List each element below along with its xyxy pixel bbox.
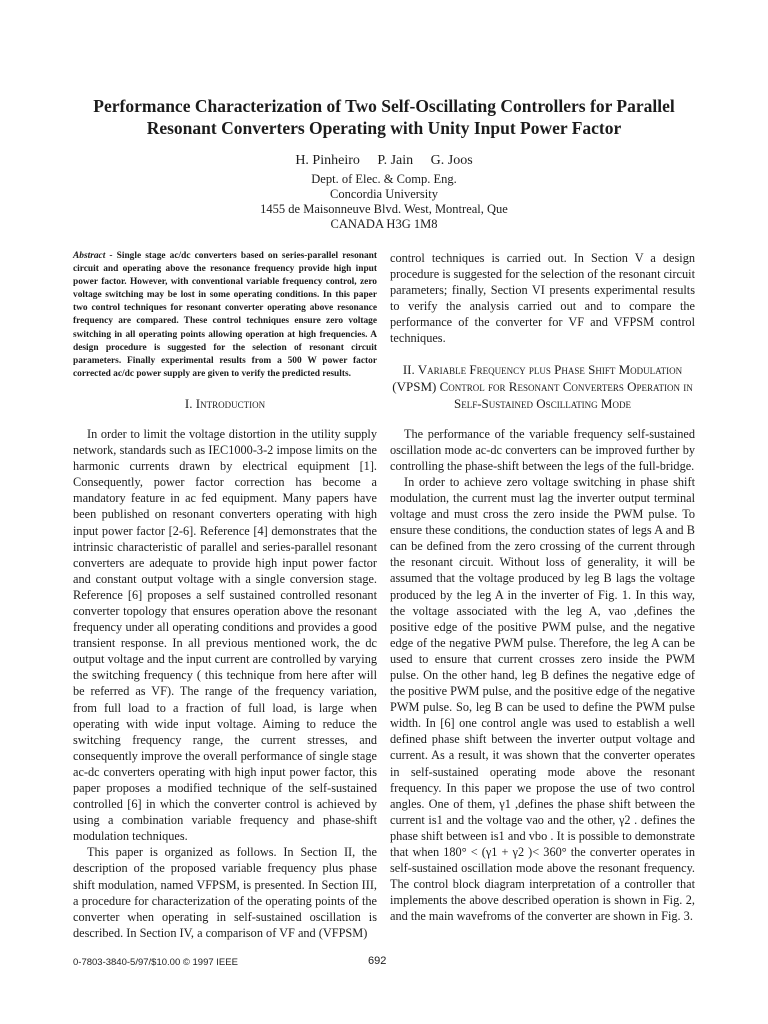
copyright-footer: 0-7803-3840-5/97/$10.00 © 1997 IEEE bbox=[73, 957, 238, 968]
section-2-paragraph-2: In order to achieve zero voltage switching in phase shift modulation, the current must lag the inverter output terminal voltage and must cross the zero inside the PWM pulse. To ensure these conditions, the conduction states of legs A and B can be defined from the zero crossing of the current through the resonant circuit. Without loss of generality, it will be assumed that the voltage produced by leg B lags the voltage produced by the leg A in the inverter of Fig. 1. In this way, the voltage associated with the leg A, vao ,defines the positive edge of the positive PWM pulse, and the negative edge of the negative PWM pulse. Therefore, the leg A can be used to ensure that current crosses zero inside the PWM pulse. On the other hand, leg B defines the negative edge of the positive PWM pulse, and the positive edge of the negative PWM pulse. So, leg B can be used to define the PWM pulse width. In [6] one control angle was used to establish a well defined phase shift between the inverter output voltage and current. As a result, it was shown that the converter operates in self-sustained operating mode above the resonant frequency. In this paper we propose the use of two control angles. One of them, γ1 ,defines the phase shift between the current is1 and the voltage vao and the other, γ2 . defines the phase shift between is1 and vbo . It is possible to demonstrate that when 180° < (γ1 + γ2 )< 360° the converter operates in self-sustained oscillation mode above the resonant frequency. The control block diagram interpretation of a controller that implements the above described operation is shown in Fig. 2, and the main wavefroms of the converter are shown in Fig. 3. bbox=[390, 474, 695, 924]
affiliation-address: 1455 de Maisonneuve Blvd. West, Montreal, Que bbox=[260, 202, 508, 216]
left-column bbox=[73, 250, 377, 941]
section-2-heading: II. Variable Frequency plus Phase Shift Modulation (VPSM) Control for Resonant Converters Operation in Self-Sustained Oscillating Mode bbox=[392, 361, 693, 411]
intro-paragraph-2: This paper is organized as follows. In Section II, the description of the proposed variable frequency plus phase shift modulation, named VFPSM, is presented. In Section III, a procedure for characterization of the operating points of the converter when operating in self-sustained oscillation is described. In Section IV, a comparison of VF and (VFPSM) bbox=[73, 845, 377, 940]
affiliation-university: Concordia University bbox=[330, 187, 438, 201]
affiliation-country: CANADA H3G 1M8 bbox=[330, 217, 438, 231]
page-number: 692 bbox=[368, 955, 387, 967]
abstract-text: - Single stage ac/dc converters based on series-parallel resonant circuit and operating above the resonance frequency provide high input power factor. However, with conventional variable frequency control, zero voltage switching may be lost in some operating conditions. In this paper two control techniques for resonant converter operating above resonance frequency are compared. These control techniques ensure zero voltage switching in all operating points allowing operation at high frequencies. A design procedure is suggested for the selection of resonant circuit parameters. Finally experimental results from a 500 W power factor corrected ac/dc power supply are given to verify the predicted results. bbox=[73, 251, 377, 379]
abstract-lead: Abstract bbox=[73, 251, 106, 261]
affiliation-block bbox=[0, 172, 768, 232]
abstract bbox=[73, 250, 377, 381]
affiliation-dept: Dept. of Elec. & Comp. Eng. bbox=[311, 172, 457, 186]
intro-paragraph-1: In order to limit the voltage distortion in the utility supply network, standards such as IEC1000-3-2 impose limits on the harmonic currents drawn by electrical equipment [1]. Consequently, power factor correction has become a mandatory feature in ac fed equipment. Many papers have been published on resonant converters operating with high input power factor [2-6]. Reference [4] demonstrates that the intrinsic characteristic of parallel and series-parallel resonant converters are adequate to provide high input power factor and constant output voltage with a single conversion stage. Reference [6] proposes a self sustained controlled resonant converter topology that ensures operation above the resonant frequency under all operating conditions and provides a good transient response. In all previous mentioned work, the dc output voltage and the input current are controlled by varying the switching frequency ( this technique from here after will be referred as VF). The range of the frequency variation, from full load to a fraction of full load, is large when operating with wide input voltage. Aiming to reduce the switching frequency range, the current stresses, and consequently improve the overall performance of single stage ac-dc converters operating with high input power factor, this paper proposes a modified technique of the self-sustained controlled [6] in which the converter control is achieved by using a combination variable frequency and phase-shift modulation techniques. bbox=[73, 426, 377, 844]
author-list: H. Pinheiro P. Jain G. Joos bbox=[295, 153, 473, 168]
right-column bbox=[390, 250, 695, 924]
title-line-1: Performance Characterization of Two Self-Oscillating Controllers for Parallel bbox=[93, 96, 675, 116]
intro-continuation: control techniques is carried out. In Section V a design procedure is suggested for the selection of the resonant circuit parameters; finally, Section VI presents experimental results to verify the analysis carried out and to compare the performance of the converter for VF and VFPSM control techniques. bbox=[390, 251, 695, 346]
title-line-2: Resonant Converters Operating with Unity Input Power Factor bbox=[146, 118, 622, 138]
section-1-heading: I. Introduction bbox=[184, 395, 266, 411]
section-2-paragraph-1: The performance of the variable frequency self-sustained oscillation mode ac-dc converters can be improved further by controlling the phase-shift between the legs of the full-bridge. bbox=[390, 426, 695, 473]
paper-title bbox=[60, 95, 708, 139]
